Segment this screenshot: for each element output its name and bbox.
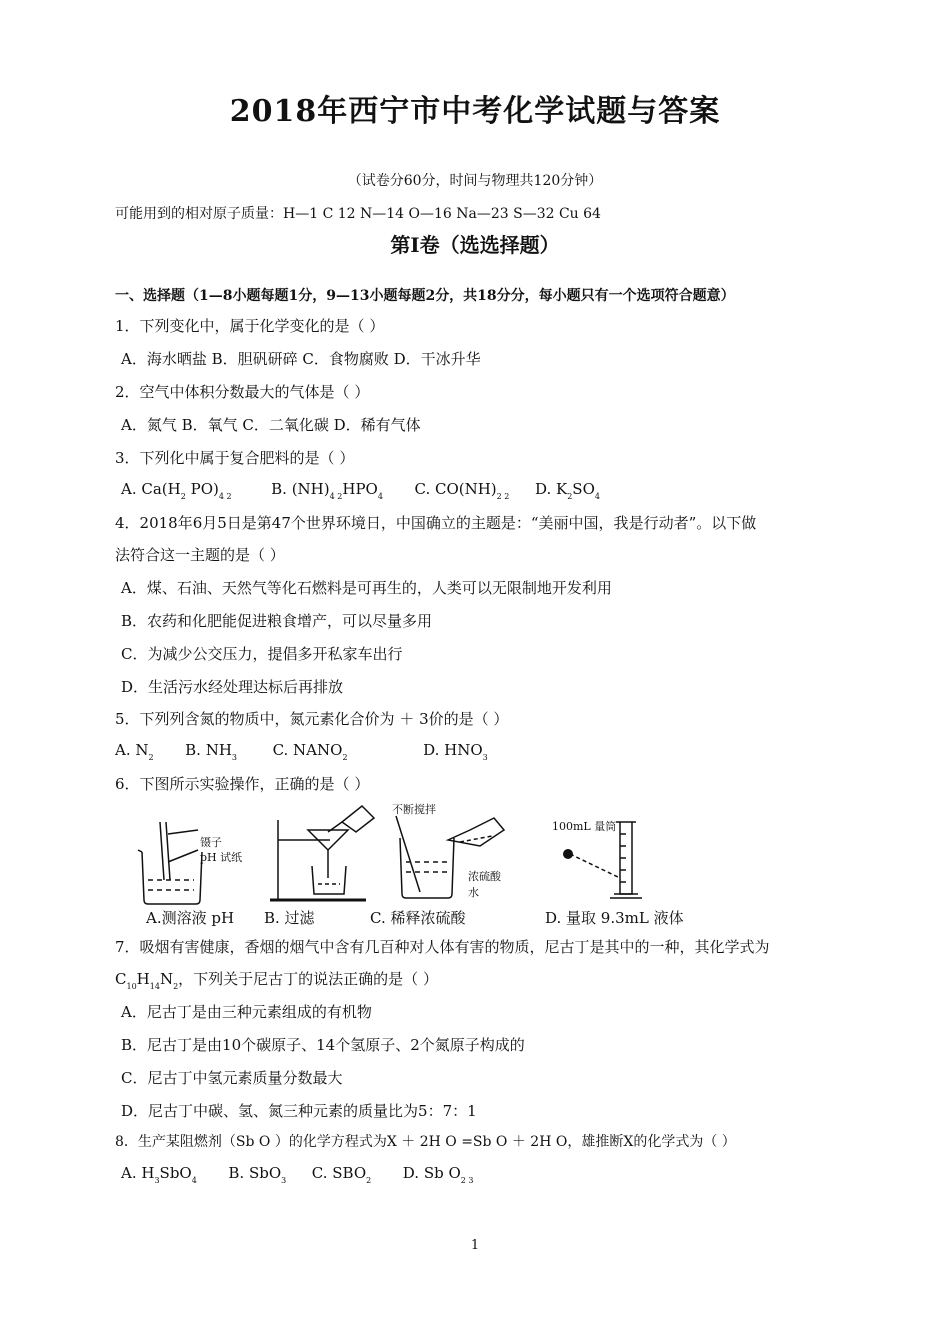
question-4-option-b: B．农药和化肥能促进粮食增产，可以尽量多用 (121, 612, 433, 630)
page-number: 1 (470, 1238, 480, 1253)
question-7: 7．吸烟有害健康，香烟的烟气中含有几百种对人体有害的物质，尼古丁是其中的一种，其化学式为 (115, 938, 770, 956)
question-4-cont: 法符合这一主题的是（ ） (115, 546, 285, 564)
question-7-option-a: A．尼古丁是由三种元素组成的有机物 (121, 1003, 372, 1021)
eye-icon (563, 849, 573, 859)
question-7-option-b: B．尼古丁是由10个碳原子、14个氢原子、2个氮原子构成的 (121, 1036, 525, 1054)
question-6: 6．下图所示实验操作，正确的是（ ） (115, 775, 370, 793)
q5-option-c: C. $NANO_2$ (272, 741, 348, 762)
q8-option-d: D. Sb $O_{2 3}$ (402, 1164, 474, 1185)
question-5-options (115, 741, 488, 762)
caption-c: C. 稀释浓硫酸 (370, 909, 466, 927)
question-8-options (121, 1164, 474, 1185)
beaker-ph-figure (138, 822, 202, 904)
atomic-masses: 可能用到的相对原子质量：H—1 C 12 N—14 O—16 Na—23 S—32 Cu 64 (115, 206, 601, 222)
q8-option-a: A. $H_3SbO_4$ (121, 1164, 197, 1185)
label-stir: 不断搅拌 (392, 803, 436, 816)
question-4-option-c: C．为减少公交压力，提倡多开私家车出行 (121, 645, 403, 663)
document-title: 2018年西宁市中考化学试题与答案 (229, 94, 721, 129)
question-3: 3．下列化中属于复合肥料的是（ ） (115, 449, 355, 467)
question-3-options (121, 480, 600, 501)
label-acid: 浓硫酸 (468, 870, 501, 883)
label-water: 水 (468, 886, 479, 899)
dilution-figure (396, 816, 504, 898)
question-8: 8．生产某阻燃剂（Sb O ）的化学方程式为X ＋ 2H O =Sb O ＋ 2H O，雄推断X的化学式为（ ） (115, 1134, 736, 1150)
label-tweezers: 镊子 (200, 836, 222, 849)
section-title: 一、选择题（1—8小题每题1分，9—13小题每题2分，共18分分，每小题只有一个选项符合题意） (115, 288, 735, 304)
caption-b: B. 过滤 (264, 909, 315, 927)
question-1: 1．下列变化中，属于化学变化的是（ ） (115, 317, 385, 335)
q3-option-d: D. $K_2SO_4$ (534, 480, 600, 501)
caption-d: D. 量取 9.3mL 液体 (545, 909, 684, 927)
question-7-cont: $C_{10}H_{14}N_2$，下列关于尼古丁的说法正确的是（ ） (115, 970, 438, 991)
question-4-option-d: D．生活污水经处理达标后再排放 (121, 678, 344, 696)
caption-a: A.测溶液 pH (146, 909, 235, 927)
question-4: 4．2018年6月5日是第47个世界环境日，中国确立的主题是：“美丽中国，我是行动者”。以下做 (115, 514, 757, 532)
q3-option-b: B. $(NH)_{4 2}HPO_4$ (271, 480, 383, 501)
question-2: 2．空气中体积分数最大的气体是（ ） (115, 383, 370, 401)
q5-option-a: A. $N_2$ (115, 741, 154, 762)
question-1-options: A．海水晒盐 B．胆矾研碎 C．食物腐败 D．干冰升华 (121, 350, 481, 368)
q8-option-c: C. $SBO_2$ (311, 1164, 372, 1185)
q5-option-b: B. $NH_3$ (185, 741, 238, 762)
volume-title: 第Ⅰ卷（选选择题） (390, 233, 560, 257)
question-7-option-c: C．尼古丁中氢元素质量分数最大 (121, 1069, 343, 1087)
filtration-figure (270, 806, 374, 900)
label-ph-paper: pH 试纸 (200, 851, 243, 864)
q8-option-b: B. SbO$_3$ (228, 1164, 287, 1185)
q5-option-d: D. $HNO_3$ (423, 741, 488, 762)
question-7-option-d: D．尼古丁中碳、氢、氮三种元素的质量比为5：7：1 (121, 1102, 477, 1120)
exam-info: （试卷分60分，时间与物理共120分钟） (347, 173, 603, 189)
label-cylinder: 100mL 量筒 (552, 820, 617, 833)
q3-option-a: A. $Ca(H_2$ $PO)_{4 2}$ (121, 480, 232, 501)
question-5: 5．下列列含氮的物质中，氮元素化合价为 ＋ 3价的是（ ） (115, 710, 509, 728)
question-2-options: A．氮气 B．氧气 C．二氧化碳 D．稀有气体 (121, 416, 421, 434)
q3-option-c: C. $CO(NH)_{2 2}$ (414, 480, 510, 501)
question-4-option-a: A．煤、石油、天然气等化石燃料是可再生的，人类可以无限制地开发利用 (121, 579, 612, 597)
